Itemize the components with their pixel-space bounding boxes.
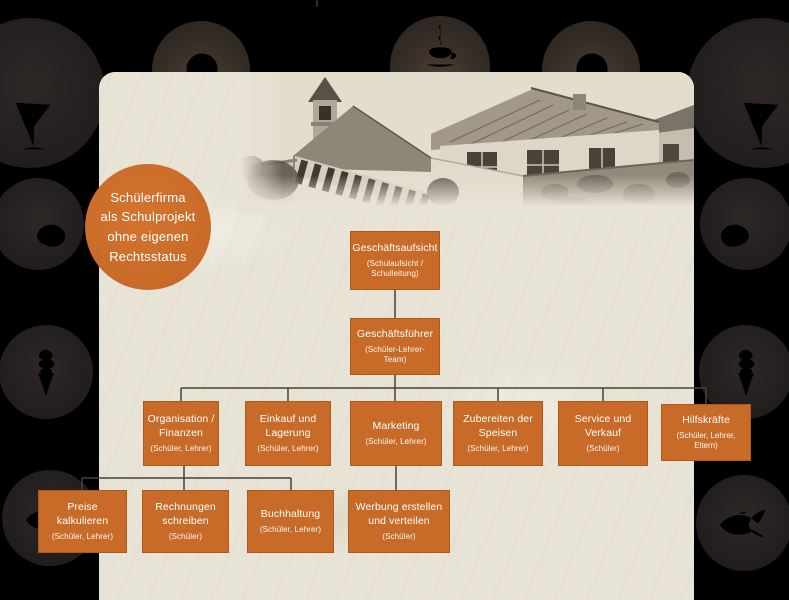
org-node-title: Einkauf und Lagerung	[259, 413, 317, 439]
org-node-organisation-finanzen	[143, 401, 219, 466]
org-node-hilfskraefte	[661, 404, 751, 461]
badge-line: Rechtsstatus	[109, 248, 187, 264]
badge-line: als Schulprojekt	[100, 209, 196, 225]
org-node-werbung-erstellen	[348, 490, 450, 553]
org-node-title: Marketing	[372, 420, 420, 433]
org-node-title: Hilfskräfte	[682, 414, 730, 427]
martini-glass-icon	[730, 80, 789, 168]
org-node-title: Rechnungen schreiben	[155, 501, 216, 527]
org-node-title: Geschäftsführer	[356, 328, 434, 341]
org-node-subtitle: (Schüler)	[586, 443, 620, 453]
org-node-marketing	[350, 401, 442, 466]
fish-icon	[702, 495, 782, 553]
org-node-buchhaltung	[247, 490, 334, 553]
org-node-einkauf-lagerung	[245, 401, 331, 466]
org-node-subtitle: (Schüler-Lehrer-Team)	[365, 344, 425, 364]
org-node-title: Buchhaltung	[260, 508, 321, 521]
org-node-subtitle: (Schüler)	[168, 531, 203, 541]
org-node-subtitle: (Schüler, Lehrer)	[365, 436, 427, 446]
project-status-badge	[85, 164, 211, 290]
org-node-subtitle: (Schüler, Lehrer)	[467, 443, 529, 453]
badge-line: Schülerfirma	[110, 189, 186, 205]
org-node-service-verkauf	[558, 401, 648, 466]
ice-cream-cone-icon	[718, 332, 774, 412]
org-node-title: Zubereiten der Speisen	[463, 413, 533, 439]
org-node-geschaeftsaufsicht	[350, 231, 440, 290]
top-edge-mark	[316, 0, 318, 7]
org-node-subtitle: (Schulaufsicht / Schulleitung)	[366, 258, 424, 278]
org-node-title: Werbung erstellen und verteilen	[355, 501, 443, 527]
org-node-zubereiten-speisen	[453, 401, 543, 466]
org-node-subtitle: (Schüler)	[382, 531, 416, 541]
org-node-subtitle: (Schüler, Lehrer)	[51, 531, 114, 541]
ice-cream-cone-icon	[18, 332, 74, 412]
ladle-spoon-icon	[712, 190, 780, 258]
badge-line: ohne eigenen	[107, 229, 189, 244]
martini-glass-icon	[2, 80, 64, 168]
org-node-title: Organisation / Finanzen	[147, 413, 215, 439]
org-node-geschaeftsfuehrer	[350, 318, 440, 375]
coffee-cup-icon	[414, 22, 470, 78]
org-node-subtitle: (Schüler, Lehrer, Eltern)	[676, 430, 736, 450]
photo-fade	[235, 175, 694, 213]
org-node-rechnungen-schreiben	[142, 490, 229, 553]
org-node-title: Service und Verkauf	[574, 413, 632, 439]
ladle-spoon-icon	[6, 190, 74, 258]
org-node-subtitle: (Schüler, Lehrer)	[257, 443, 319, 453]
org-node-subtitle: (Schüler, Lehrer)	[259, 524, 322, 534]
org-node-preise-kalkulieren	[38, 490, 127, 553]
org-node-title: Geschäftsaufsicht	[352, 242, 438, 255]
org-node-subtitle: (Schüler, Lehrer)	[150, 443, 212, 453]
org-node-title: Preise kalkulieren	[56, 501, 109, 527]
